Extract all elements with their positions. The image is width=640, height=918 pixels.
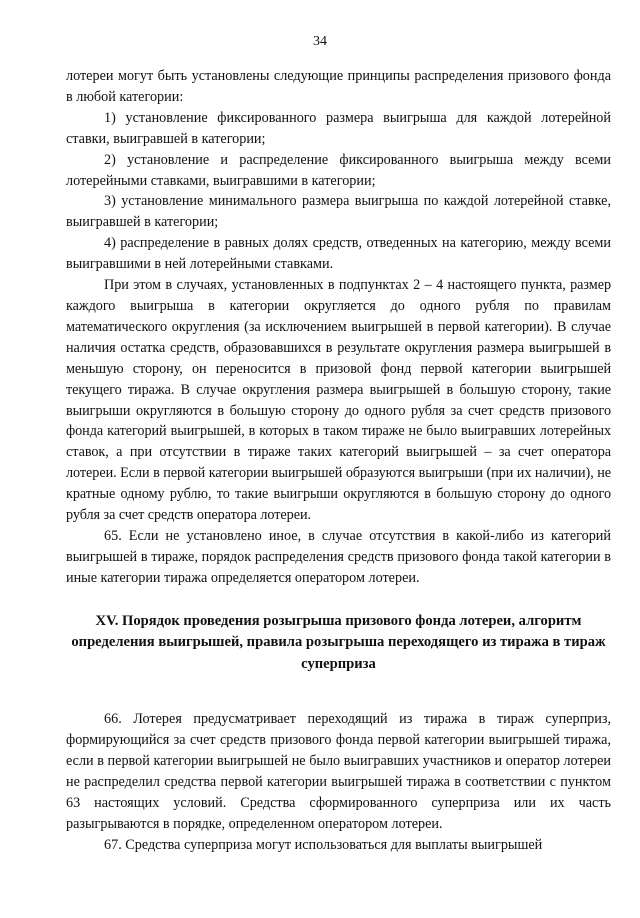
paragraph-rounding-rules: При этом в случаях, установленных в подпунктах 2 – 4 настоящего пункта, размер каждого выигрыша в категории округляется до одного рубля по правилам математического округления (за исключением выигрышей в первой категории). В случае наличия остатка средств, образовавшихся в результате округления размера выигрышей в меньшую сторону, он переносится в призовой фонд первой категории выигрышей текущего тиража. В случае округления размера выигрышей в большую сторону, такие выигрыши округляются в большую сторону до одного рубля за счет средств призового фонда категорий выигрышей, в которых в таком тираже не было выигравших лотерейных ставок, а при отсутствии в тираже таких категорий выигрышей – за счет оператора лотереи. Если в первой категории выигрышей образуются выигрыши (при их наличии), не кратные одному рублю, то такие выигрыши округляются в большую сторону до одного рубля за счет средств оператора лотереи.	[66, 277, 611, 524]
document-body	[66, 66, 611, 856]
paragraph-continuation: лотереи могут быть установлены следующие принципы распределения призового фонда в любой категории:	[66, 68, 611, 105]
paragraph-item-4: 4) распределение в равных долях средств, отведенных на категорию, между всеми выигравшими в ней лотерейными ставками.	[66, 235, 611, 273]
paragraph-clause-66: 66. Лотерея предусматривает переходящий из тиража в тираж суперприз, формирующийся за счет средств призового фонда первой категории выигрышей тиража, если в первой категории выигрышей не было выигравших участников и оператор лотереи не распределил средства первой категории выигрышей тиража в соответствии с пунктом 63 настоящих условий. Средства сформированного суперприза или их часть разыгрываются в порядке, определенном оператором лотереи.	[66, 711, 611, 832]
paragraph-item-3: 3) установление минимального размера выигрыша по каждой лотерейной ставке, выигравшей в категории;	[66, 193, 611, 231]
section-heading: XV. Порядок проведения розыгрыша призового фонда лотереи, алгоритм определения выигрышей, правила розыгрыша переходящего из тиража в тираж суперприза	[71, 612, 606, 672]
page-number: 34	[313, 34, 327, 49]
paragraph-clause-67: 67. Средства суперприза могут использоваться для выплаты выигрышей	[104, 836, 543, 853]
paragraph-item-1: 1) установление фиксированного размера выигрыша для каждой лотерейной ставки, выигравшей в категории;	[66, 109, 611, 147]
paragraph-clause-65: 65. Если не установлено иное, в случае отсутствия в какой-либо из категорий выигрышей в тираже, порядок распределения средств призового фонда такой категории в иные категории тиража определяется оператором лотереи.	[66, 527, 611, 586]
paragraph-item-2: 2) установление и распределение фиксированного выигрыша между всеми лотерейными ставками, выигравшими в категории;	[66, 151, 611, 189]
section-gap	[66, 675, 611, 709]
